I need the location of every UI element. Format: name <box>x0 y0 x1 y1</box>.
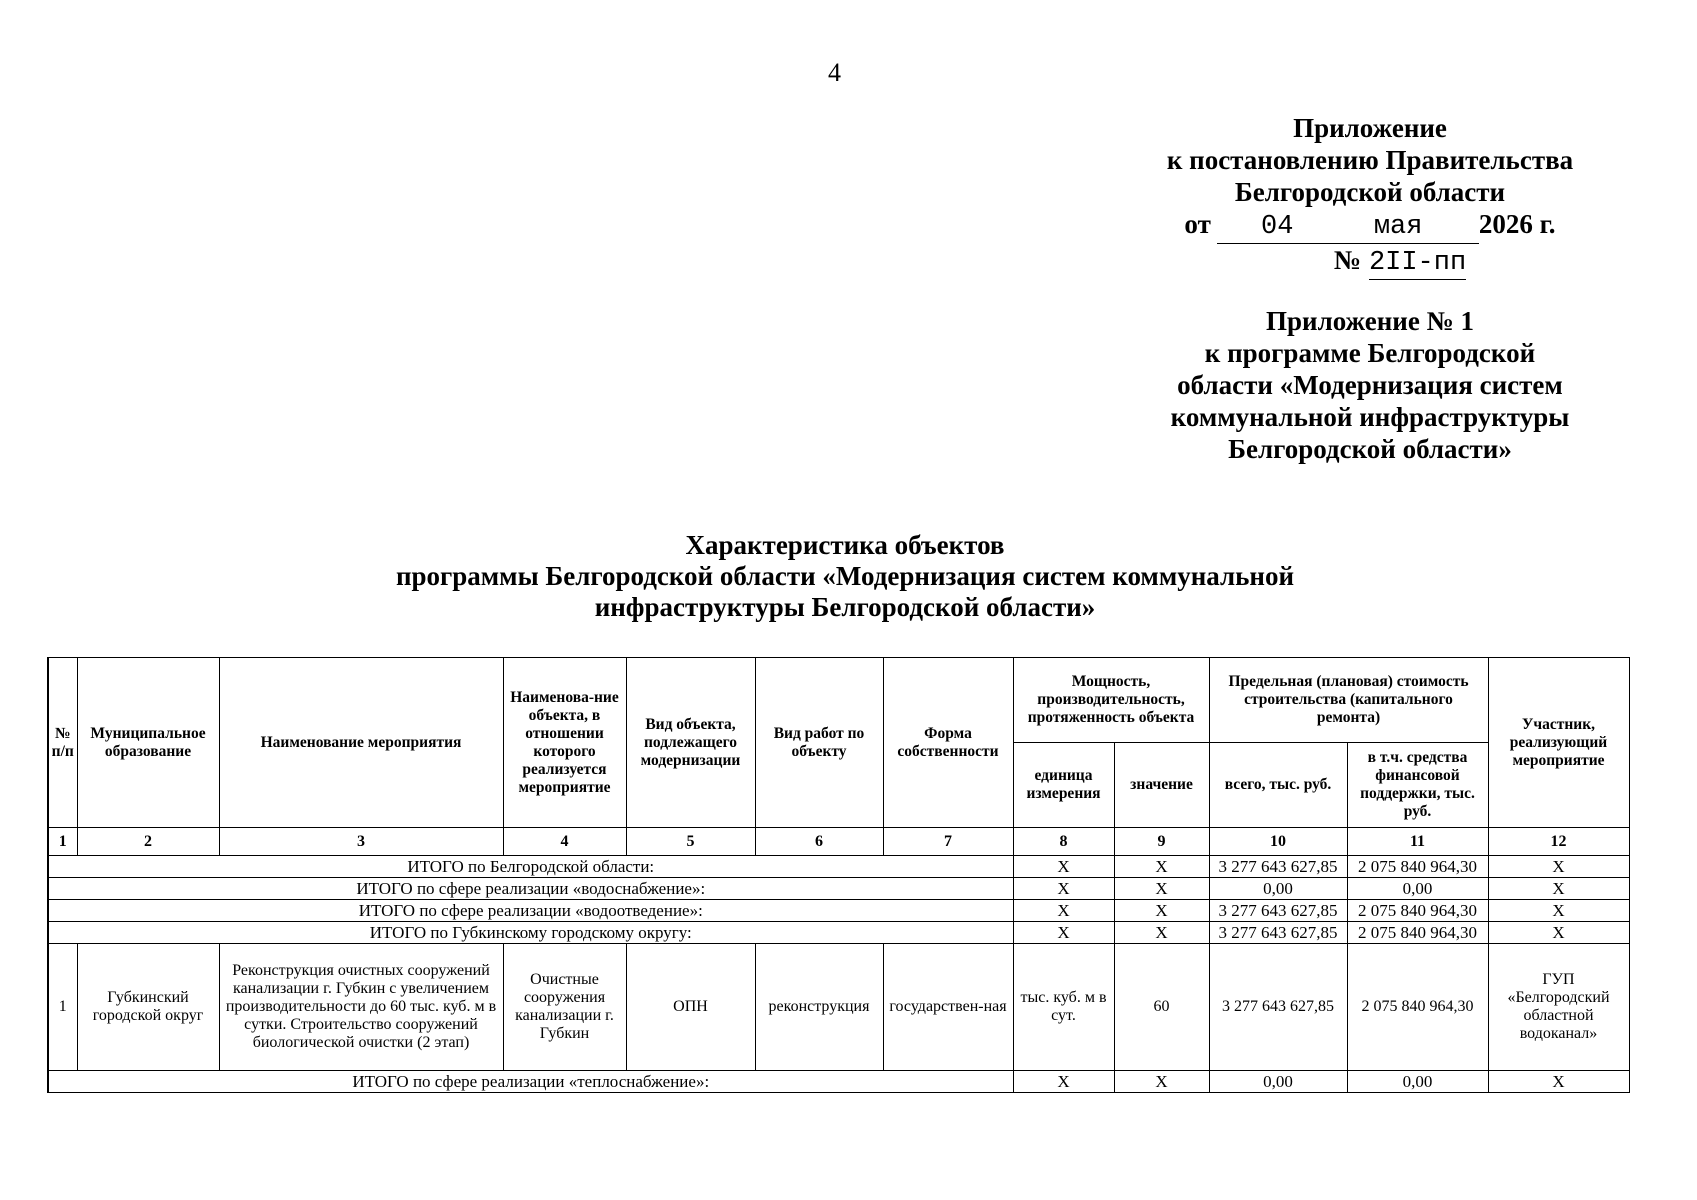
column-number: 11 <box>1347 828 1488 856</box>
row-object-name: Очистные сооружения канализации г. Губкин <box>503 944 626 1071</box>
column-number: 4 <box>503 828 626 856</box>
appendix-line: к постановлению Правительства <box>1166 145 1574 175</box>
appendix-date-line <box>1160 208 1580 244</box>
date-month: мая <box>1373 212 1423 242</box>
total-label: ИТОГО по Губкинскому городскому округу: <box>48 922 1013 944</box>
date-from-label: от <box>1184 209 1211 239</box>
header-cost-support: в т.ч. средства финансовой поддержки, тыс. руб. <box>1347 743 1488 828</box>
total-support: 2 075 840 964,30 <box>1347 856 1488 878</box>
header-unit: единица измерения <box>1013 743 1114 828</box>
row-num: 1 <box>48 944 77 1071</box>
number-value: 2II-пп <box>1368 248 1467 278</box>
column-number: 3 <box>219 828 503 856</box>
row-cost-total: 3 277 643 627,85 <box>1209 944 1347 1071</box>
total-cost: 3 277 643 627,85 <box>1209 900 1347 922</box>
appendix-block <box>1160 112 1580 280</box>
header-participant: Участник, реализующий мероприятие <box>1488 658 1629 828</box>
date-field <box>1217 211 1479 244</box>
total-participant: X <box>1488 878 1629 900</box>
total-label: ИТОГО по сфере реализации «водоотведение»: <box>48 900 1013 922</box>
header-num: № п/п <box>48 658 77 828</box>
row-work-type: реконструкция <box>755 944 883 1071</box>
total-support: 2 075 840 964,30 <box>1347 900 1488 922</box>
total-support: 0,00 <box>1347 878 1488 900</box>
total-value: X <box>1114 878 1209 900</box>
header-work-type: Вид работ по объекту <box>755 658 883 828</box>
table-row <box>48 944 1629 1071</box>
total-value: X <box>1114 856 1209 878</box>
total-unit: X <box>1013 856 1114 878</box>
appendix-number-line <box>1220 244 1580 280</box>
column-number: 2 <box>77 828 219 856</box>
column-number: 7 <box>883 828 1013 856</box>
total-unit: X <box>1013 1071 1114 1093</box>
header-ownership: Форма собственности <box>883 658 1013 828</box>
title-line: Характеристика объектов <box>685 530 1005 560</box>
total-participant: X <box>1488 922 1629 944</box>
appendix-2-line: области «Модернизация систем <box>1177 370 1563 400</box>
total-cost: 3 277 643 627,85 <box>1209 922 1347 944</box>
total-row <box>48 922 1629 944</box>
row-participant: ГУП «Белгородский областной водоканал» <box>1488 944 1629 1071</box>
total-label: ИТОГО по сфере реализации «теплоснабжение»: <box>48 1071 1013 1093</box>
total-support: 0,00 <box>1347 1071 1488 1093</box>
appendix-line: Белгородской области <box>1234 177 1506 207</box>
document-title <box>300 530 1390 623</box>
column-number: 8 <box>1013 828 1114 856</box>
total-participant: X <box>1488 856 1629 878</box>
row-event-name: Реконструкция очистных сооружений канализации г. Губкин с увеличением производительности до 60 тыс. куб. м в сутки. Строительство сооружений биологической очистки (2 этап) <box>219 944 503 1071</box>
appendix-2-line: коммунальной инфраструктуры <box>1170 402 1570 432</box>
total-label: ИТОГО по сфере реализации «водоснабжение»: <box>48 878 1013 900</box>
total-value: X <box>1114 900 1209 922</box>
row-cost-support: 2 075 840 964,30 <box>1347 944 1488 1071</box>
header-municipality: Муниципальное образование <box>77 658 219 828</box>
number-label: № <box>1333 245 1361 275</box>
total-participant: X <box>1488 900 1629 922</box>
appendix-2-line: к программе Белгородской <box>1204 338 1536 368</box>
row-object-type: ОПН <box>626 944 755 1071</box>
date-year: 2026 г. <box>1478 209 1556 239</box>
total-row <box>48 900 1629 922</box>
header-capacity-group: Мощность, производительность, протяженность объекта <box>1013 658 1209 743</box>
total-value: X <box>1114 922 1209 944</box>
total-row <box>48 856 1629 878</box>
total-row <box>48 878 1629 900</box>
column-number: 9 <box>1114 828 1209 856</box>
column-number: 1 <box>48 828 77 856</box>
column-number: 5 <box>626 828 755 856</box>
row-municipality: Губкинский городской округ <box>77 944 219 1071</box>
header-object-type: Вид объекта, подлежащего модернизации <box>626 658 755 828</box>
appendix-2-line: Белгородской области» <box>1228 434 1512 464</box>
row-value: 60 <box>1114 944 1209 1071</box>
total-unit: X <box>1013 900 1114 922</box>
title-line: программы Белгородской области «Модернизация систем коммунальной <box>395 561 1295 591</box>
column-number: 6 <box>755 828 883 856</box>
header-event-name: Наименование мероприятия <box>219 658 503 828</box>
total-row <box>48 1071 1629 1093</box>
appendix-title: Приложение <box>1293 113 1447 143</box>
header-cost-total: всего, тыс. руб. <box>1209 743 1347 828</box>
page-number: 4 <box>828 58 841 87</box>
total-support: 2 075 840 964,30 <box>1347 922 1488 944</box>
total-label: ИТОГО по Белгородской области: <box>48 856 1013 878</box>
total-unit: X <box>1013 922 1114 944</box>
header-object-name: Наименова-ние объекта, в отношении которого реализуется мероприятие <box>503 658 626 828</box>
total-value: X <box>1114 1071 1209 1093</box>
total-cost: 3 277 643 627,85 <box>1209 856 1347 878</box>
column-numbers-row <box>48 828 1629 856</box>
column-number: 12 <box>1488 828 1629 856</box>
objects-table <box>47 657 1630 1093</box>
header-cost-group: Предельная (плановая) стоимость строительства (капитального ремонта) <box>1209 658 1488 743</box>
appendix-2-title: Приложение № 1 <box>1266 306 1474 336</box>
total-cost: 0,00 <box>1209 878 1347 900</box>
appendix-2-block <box>1160 305 1580 465</box>
row-unit: тыс. куб. м в сут. <box>1013 944 1114 1071</box>
total-participant: X <box>1488 1071 1629 1093</box>
title-line: инфраструктуры Белгородской области» <box>594 592 1096 622</box>
header-value: значение <box>1114 743 1209 828</box>
row-ownership: государствен-ная <box>883 944 1013 1071</box>
date-day: 04 <box>1261 212 1294 242</box>
total-unit: X <box>1013 878 1114 900</box>
column-number: 10 <box>1209 828 1347 856</box>
total-cost: 0,00 <box>1209 1071 1347 1093</box>
